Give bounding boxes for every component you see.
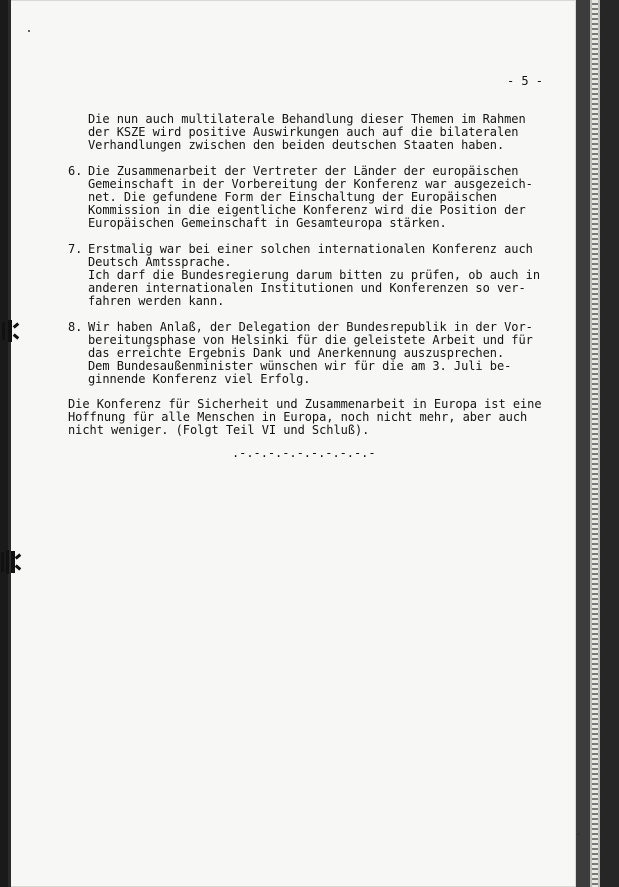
text-line: Deutsch Amtssprache.	[88, 255, 232, 269]
page-number: - 5 -	[507, 74, 543, 88]
text-line: Wir haben Anlaß, der Delegation der Bundesrepublik in der Vor-	[88, 320, 533, 334]
text-line: Europäischen Gemeinschaft in Gesamteuropa stärken.	[88, 216, 447, 230]
text-line: Gemeinschaft in der Vorbereitung der Konferenz war ausgezeich-	[88, 177, 533, 191]
text-line: Die Konferenz für Sicherheit und Zusammenarbeit in Europa ist eine	[68, 397, 542, 411]
text-line: fahren werden kann.	[88, 294, 225, 308]
text-line: das erreichte Ergebnis Dank und Anerkennung auszusprechen.	[88, 346, 505, 360]
text-line: Verhandlungen zwischen den beiden deutschen Staaten haben.	[88, 138, 505, 152]
text-line: Erstmalig war bei einer solchen internationalen Konferenz auch	[88, 242, 533, 256]
end-of-text-mark: .-.-.-.-.-.-.-.-.-.-	[232, 446, 376, 460]
text-line: bereitungsphase von Helsinki für die geleistete Arbeit und für	[88, 333, 533, 347]
text-line: Kommission in die eigentliche Konferenz wird die Position der	[88, 203, 526, 217]
text-line: anderen internationalen Institutionen und Konferenzen so ver-	[88, 281, 526, 295]
item-number: 7.	[68, 242, 83, 256]
text-line: Hoffnung für alle Menschen in Europa, noch nicht mehr, aber auch	[68, 410, 528, 424]
text-line: nicht weniger. (Folgt Teil VI und Schluß).	[68, 423, 370, 437]
item-number: 6.	[68, 164, 83, 178]
text-line: Die Zusammenarbeit der Vertreter der Länder der europäischen	[88, 164, 519, 178]
text-line: Ich darf die Bundesregierung darum bitten zu prüfen, ob auch in	[88, 268, 541, 282]
text-line: Die nun auch multilaterale Behandlung dieser Themen im Rahmen	[88, 112, 526, 126]
text-line: ginnende Konferenz viel Erfolg.	[88, 372, 311, 386]
item-number: 8.	[68, 320, 83, 334]
text-line: Dem Bundesaußenminister wünschen wir für die am 3. Juli be-	[88, 359, 512, 373]
text-line: net. Die gefundene Form der Einschaltung der Europäischen	[88, 190, 497, 204]
text-line: der KSZE wird positive Auswirkungen auch auf die bilateralen	[88, 125, 519, 139]
